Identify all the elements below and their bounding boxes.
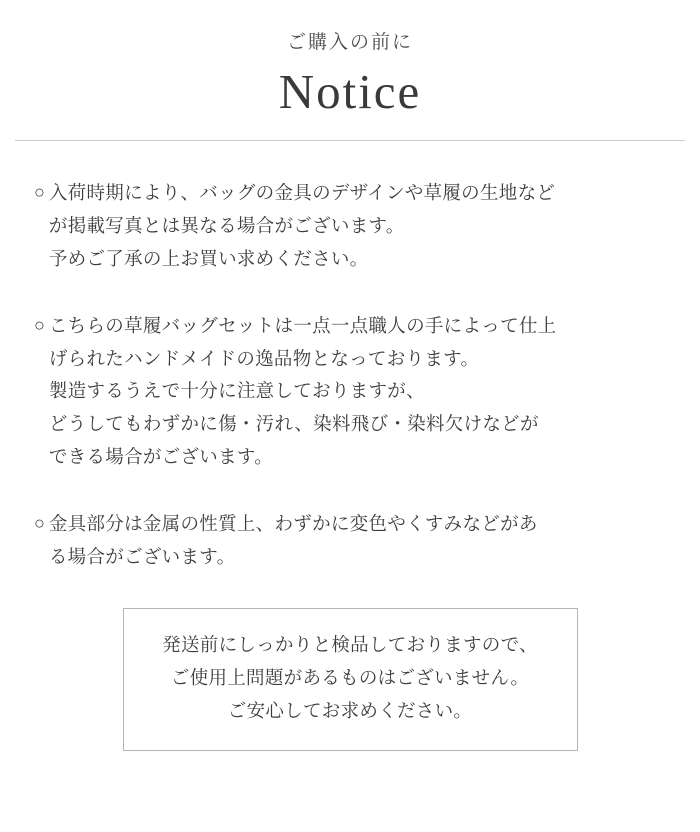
- notice-item: [34, 508, 666, 574]
- bullet-icon: ○: [34, 314, 45, 335]
- notice-line: 金具部分は金属の性質上、わずかに変色やくすみなどがあ: [48, 513, 538, 535]
- notice-item-text: [49, 508, 666, 574]
- note-box-container: [0, 608, 700, 751]
- notice-line: 予めご了承の上お買い求めください。: [48, 247, 369, 269]
- notice-item-text: [49, 310, 666, 475]
- note-line: ご使用上問題があるものはございません。: [170, 666, 530, 688]
- notice-line: こちらの草履バッグセットは一点一点職人の手によって仕上: [48, 314, 557, 336]
- notice-line: できる場合がございます。: [48, 446, 273, 468]
- notice-item: [34, 177, 666, 276]
- notice-line: る場合がございます。: [48, 546, 236, 568]
- notice-item: [34, 310, 666, 475]
- notice-item-text: [49, 177, 666, 276]
- notice-line: どうしてもわずかに傷・汚れ、染料飛び・染料欠けなどが: [48, 413, 539, 435]
- bullet-icon: ○: [34, 513, 45, 534]
- notice-line: げられたハンドメイドの逸品物となっております。: [48, 347, 480, 369]
- note-line: 発送前にしっかりと検品しておりますので、: [162, 634, 538, 656]
- assurance-note-box: [123, 608, 578, 751]
- page-title: Notice: [278, 63, 422, 119]
- notice-line: 入荷時期により、バッグの金具のデザインや草履の生地など: [48, 181, 556, 203]
- bullet-icon: ○: [34, 181, 45, 202]
- note-line: ご安心してお求めください。: [227, 699, 473, 721]
- notice-line: 製造するうえで十分に注意しておりますが、: [48, 380, 425, 402]
- page-header: [0, 0, 700, 141]
- header-subtitle: ご購入の前に: [286, 32, 413, 53]
- notice-line: が掲載写真とは異なる場合がございます。: [48, 214, 405, 236]
- notice-list: [0, 141, 700, 574]
